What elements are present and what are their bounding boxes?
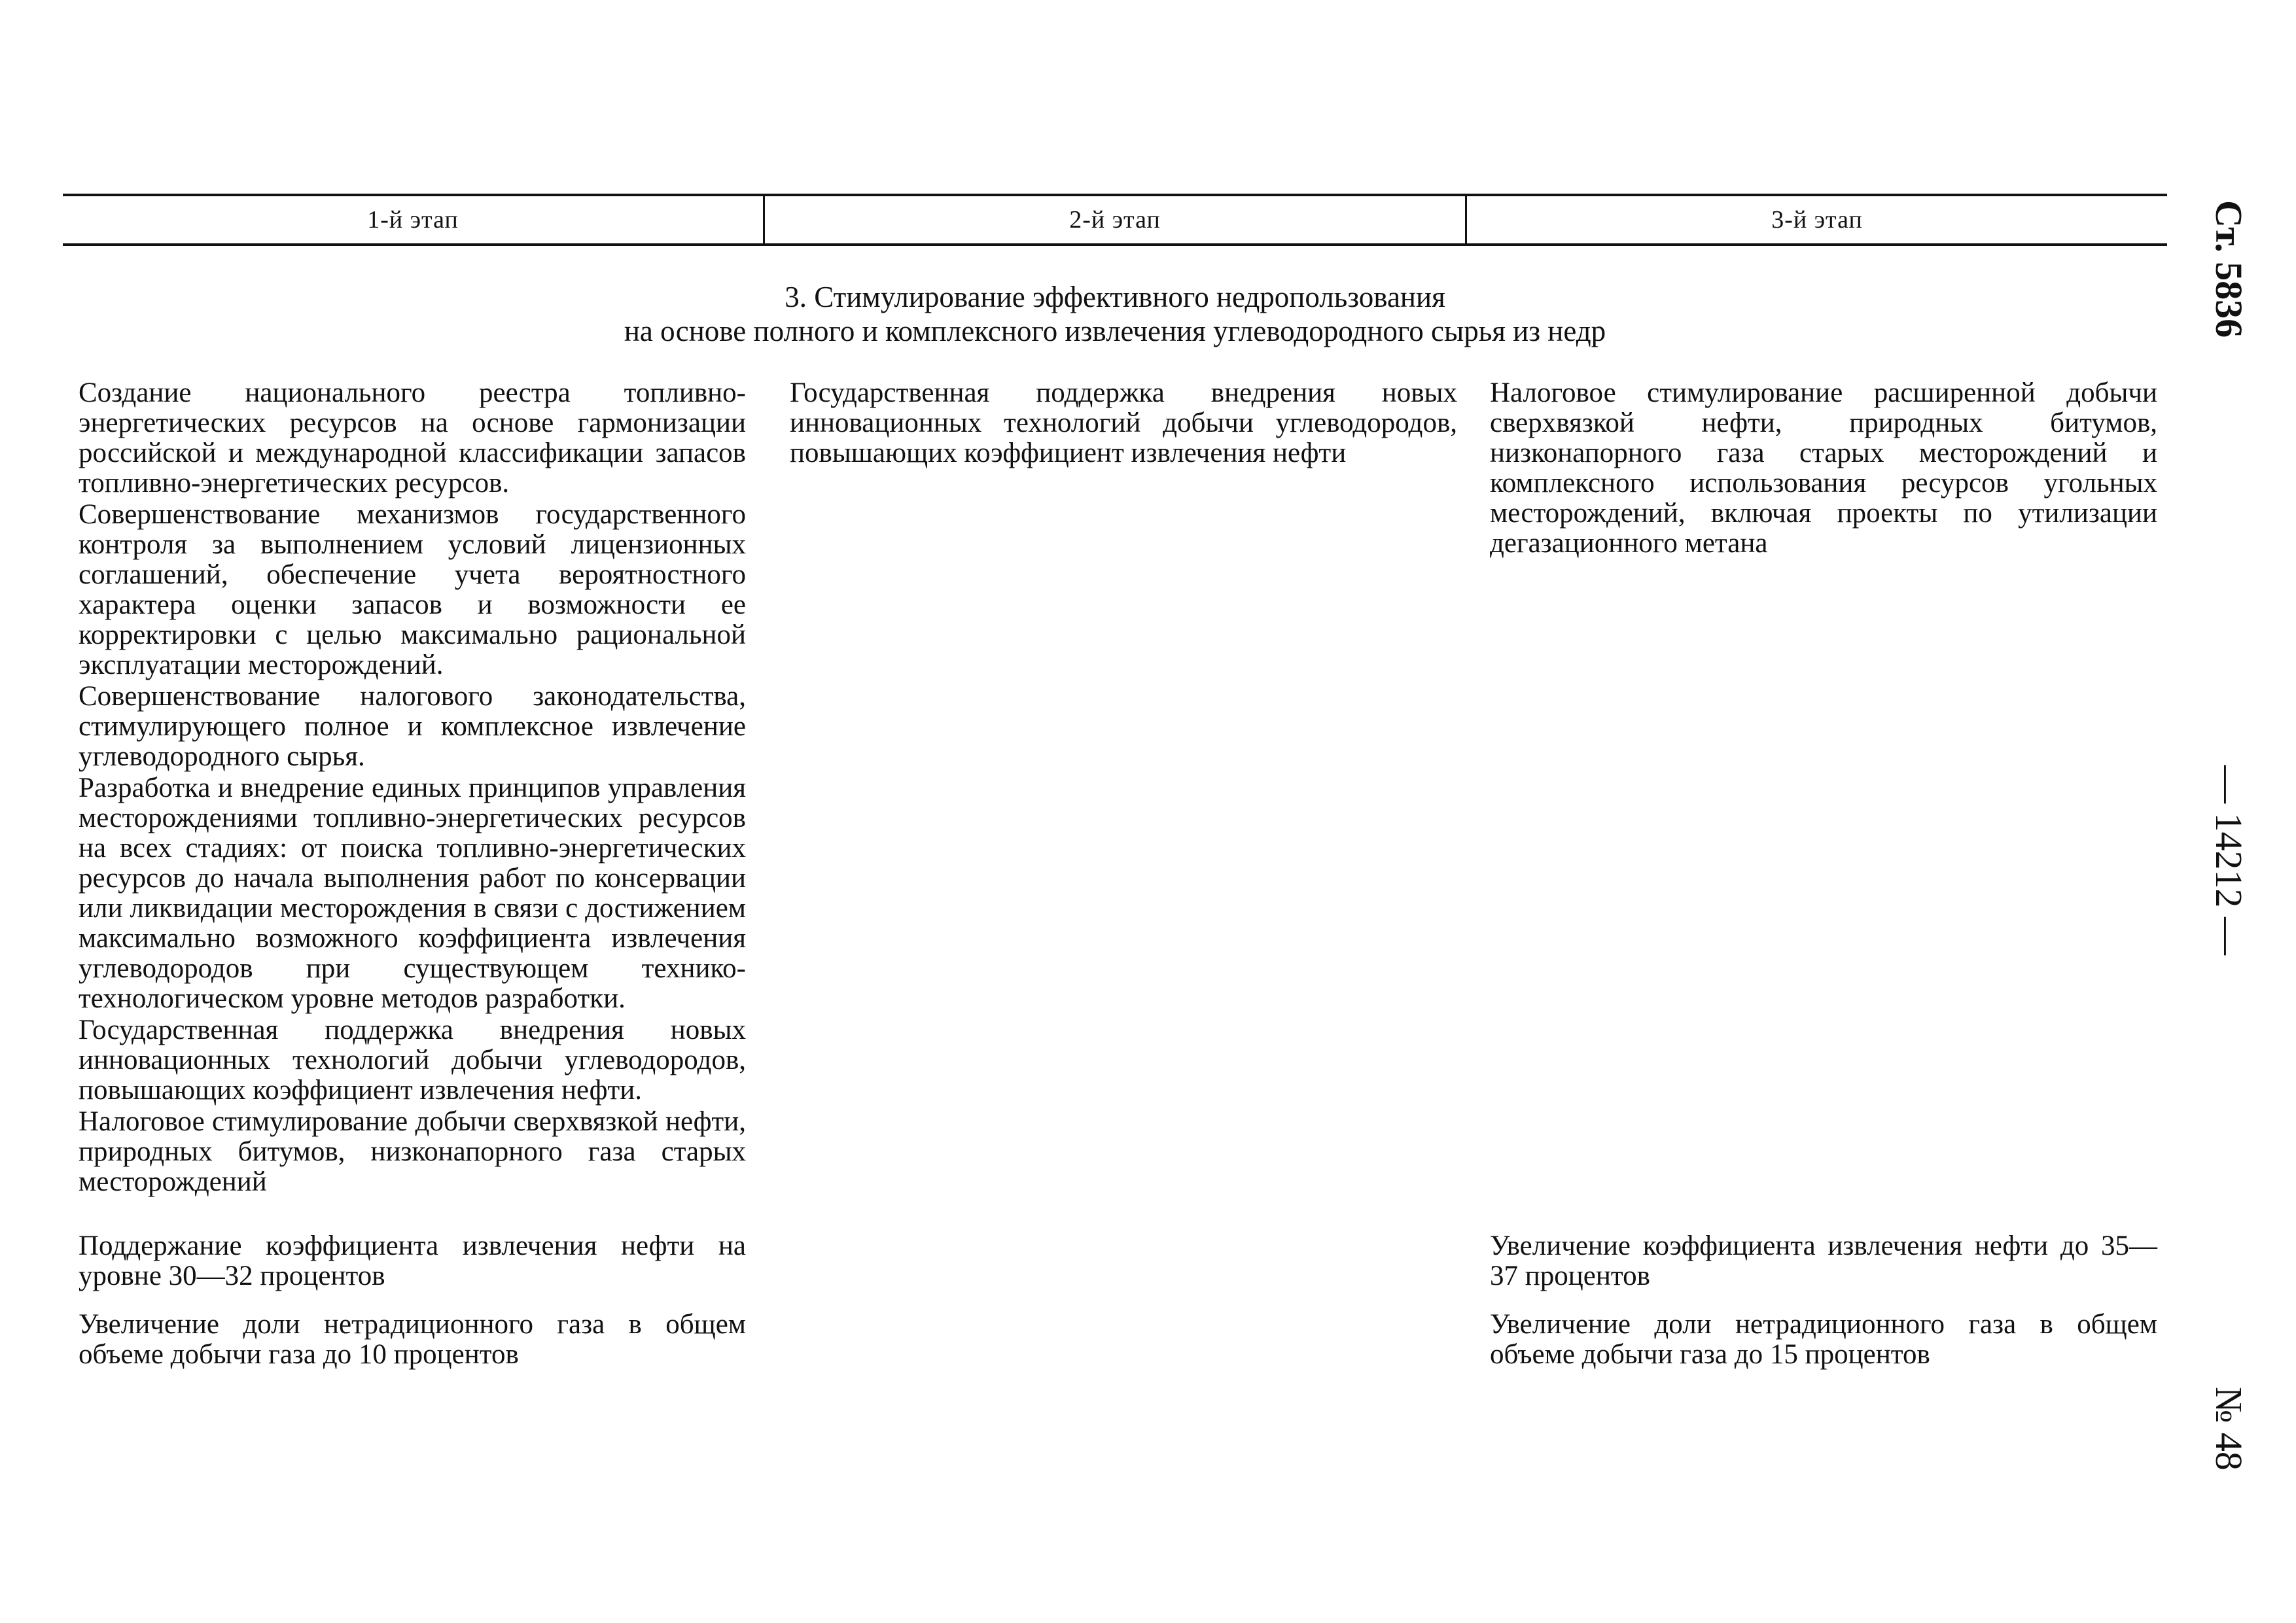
stage-1-column <box>79 378 746 1198</box>
stage-3-outcome-oil-recovery: Увеличение коэффициента извлечения нефти до 35—37 процентов <box>1490 1230 2157 1291</box>
stage-1-measure: Совершенствование механизмов государственного контроля за выполнением условий лицензионных соглашений, обеспечение учета вероятностного характера оценки запасов и возможности ее корректировки с целью максимально рациональной эксплуатации месторождений. <box>79 499 746 680</box>
stage-3-column <box>1490 378 2157 560</box>
section-title-line-2: на основе полного и комплексного извлечения углеводородного сырья из недр <box>624 315 1606 347</box>
stage-1-measure: Совершенствование налогового законодательства, стимулирующего полное и комплексное извлечение углеводородного сырья. <box>79 681 746 772</box>
stage-3-outcome-gas-share: Увеличение доли нетрадиционного газа в общем объеме добычи газа до 15 процентов <box>1490 1309 2157 1370</box>
issue-number-label: № 48 <box>2208 1387 2250 1471</box>
stage-3-measure: Налоговое стимулирование расширенной добычи сверхвязкой нефти, природных битумов, низконапорного газа старых месторождений и комплексного использования ресурсов угольных месторождений, включая проекты по утилизации дегазационного метана <box>1490 377 2157 559</box>
page-number-label: — 14212 — <box>2208 765 2250 955</box>
header-stage-1: 1-й этап <box>367 206 459 234</box>
header-stage-3: 3-й этап <box>1465 196 2167 243</box>
stage-1-measure: Налоговое стимулирование добычи сверхвязкой нефти, природных битумов, низконапорного газа старых месторождений <box>79 1106 746 1197</box>
stage-1-measure: Разработка и внедрение единых принципов управления месторождениями топливно-энергетических ресурсов на всех стадиях: от поиска топливно-энергетических ресурсов до начала выполнения работ по консервации или ликвидации месторождения в связи с достижением максимально возможного коэффициента извлечения углеводородов при существующем технико-технологическом уровне методов разработки. <box>79 773 746 1014</box>
section-title-line-1: 3. Стимулирование эффективного недропользования <box>785 281 1445 313</box>
section-title <box>63 280 2167 348</box>
stage-2-column <box>790 378 1457 470</box>
stage-1-outcome-gas-share: Увеличение доли нетрадиционного газа в общем объеме добычи газа до 10 процентов <box>79 1309 746 1370</box>
header-stage-2: 2-й этап <box>763 196 1465 243</box>
stage-1-measure: Создание национального реестра топливно-энергетических ресурсов на основе гармонизации российской и международной классификации запасов топливно-энергетических ресурсов. <box>79 377 746 498</box>
stage-2-measure: Государственная поддержка внедрения новых инновационных технологий добычи углеводородов, повышающих коэффициент извлечения нефти <box>790 377 1457 468</box>
article-number-label: Ст. 5836 <box>2208 200 2250 338</box>
stage-table-header <box>63 194 2167 246</box>
stage-1-outcome-oil-recovery: Поддержание коэффициента извлечения нефти на уровне 30—32 процентов <box>79 1230 746 1291</box>
stage-1-measure: Государственная поддержка внедрения новых инновационных технологий добычи углеводородов, повышающих коэффициент извлечения нефти. <box>79 1015 746 1106</box>
